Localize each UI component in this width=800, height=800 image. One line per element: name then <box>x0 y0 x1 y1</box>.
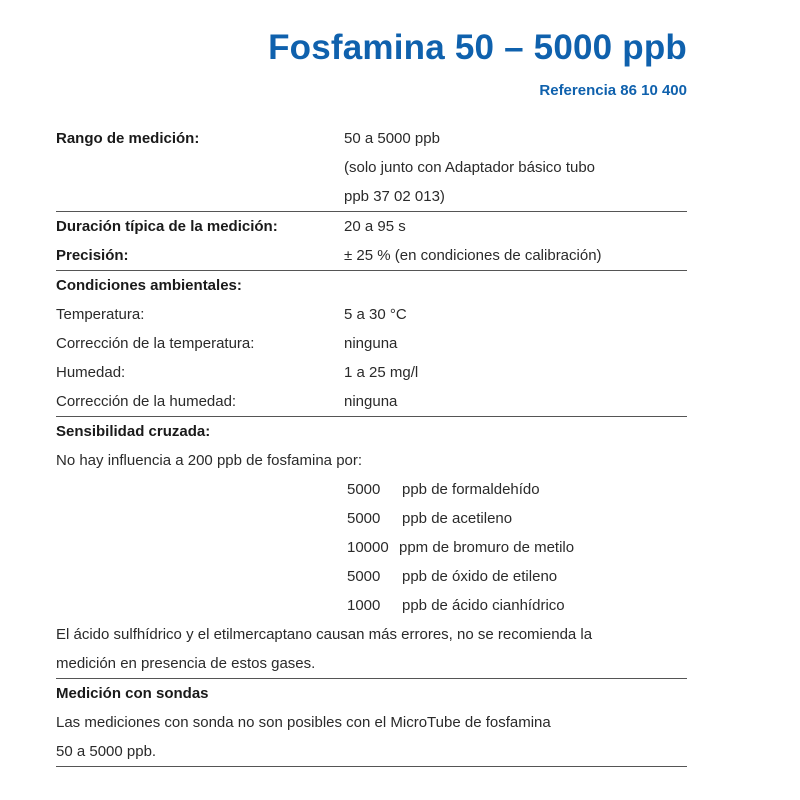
precision-row <box>56 241 687 270</box>
cross-item <box>56 562 687 591</box>
range-value-3: ppb 37 02 013) <box>344 188 445 205</box>
ambient-label: Corrección de la humedad: <box>56 393 237 410</box>
ambient-row <box>56 300 687 329</box>
duration-value: 20 a 95 s <box>344 218 406 235</box>
cross-substance: ppb de ácido cianhídrico <box>402 597 565 614</box>
cross-item <box>56 591 687 620</box>
range-value-1: 50 a 5000 ppb <box>344 130 440 147</box>
ambient-value: ninguna <box>344 393 398 410</box>
cross-substance: ppm de bromuro de metilo <box>399 539 575 556</box>
cross-substance: ppb de acetileno <box>402 510 513 527</box>
cross-amount: 10000 <box>347 539 389 556</box>
probe-text: 50 a 5000 ppb. <box>56 743 157 760</box>
cross-item <box>56 533 687 562</box>
ambient-label: Temperatura: <box>56 306 145 323</box>
cross-amount: 5000 <box>347 568 381 585</box>
probe-text: Las mediciones con sonda no son posibles con el MicroTube de fosfamina <box>56 714 551 731</box>
cross-amount: 1000 <box>347 597 381 614</box>
range-value-2: (solo junto con Adaptador básico tubo <box>344 159 596 176</box>
cross-heading: Sensibilidad cruzada: <box>56 423 211 440</box>
spec-table <box>56 124 687 767</box>
cross-item <box>56 504 687 533</box>
cross-amount: 5000 <box>347 481 381 498</box>
cross-intro: No hay influencia a 200 ppb de fosfamina por: <box>56 452 363 469</box>
precision-label: Precisión: <box>56 247 129 264</box>
ambient-label: Humedad: <box>56 364 126 381</box>
ambient-row <box>56 358 687 387</box>
divider <box>56 766 687 767</box>
duration-row <box>56 212 687 241</box>
cross-amount: 5000 <box>347 510 381 527</box>
ambient-row <box>56 387 687 416</box>
page-title: Fosfamina 50 – 5000 ppb <box>268 28 687 67</box>
ambient-heading: Condiciones ambientales: <box>56 277 242 294</box>
range-row <box>56 124 687 153</box>
reference-number: Referencia 86 10 400 <box>539 82 687 99</box>
ambient-value: ninguna <box>344 335 398 352</box>
cross-note: medición en presencia de estos gases. <box>56 655 316 672</box>
precision-value: ± 25 % (en condiciones de calibración) <box>344 247 602 264</box>
duration-label: Duración típica de la medición: <box>56 218 278 235</box>
ambient-label: Corrección de la temperatura: <box>56 335 255 352</box>
ambient-value: 1 a 25 mg/l <box>344 364 419 381</box>
cross-item <box>56 475 687 504</box>
cross-substance: ppb de formaldehído <box>402 481 540 498</box>
probe-heading: Medición con sondas <box>56 685 209 702</box>
ambient-value: 5 a 30 °C <box>344 306 407 323</box>
ambient-row <box>56 329 687 358</box>
cross-substance: ppb de óxido de etileno <box>402 568 558 585</box>
cross-note: El ácido sulfhídrico y el etilmercaptano causan más errores, no se recomienda la <box>56 626 593 643</box>
range-label: Rango de medición: <box>56 130 200 147</box>
